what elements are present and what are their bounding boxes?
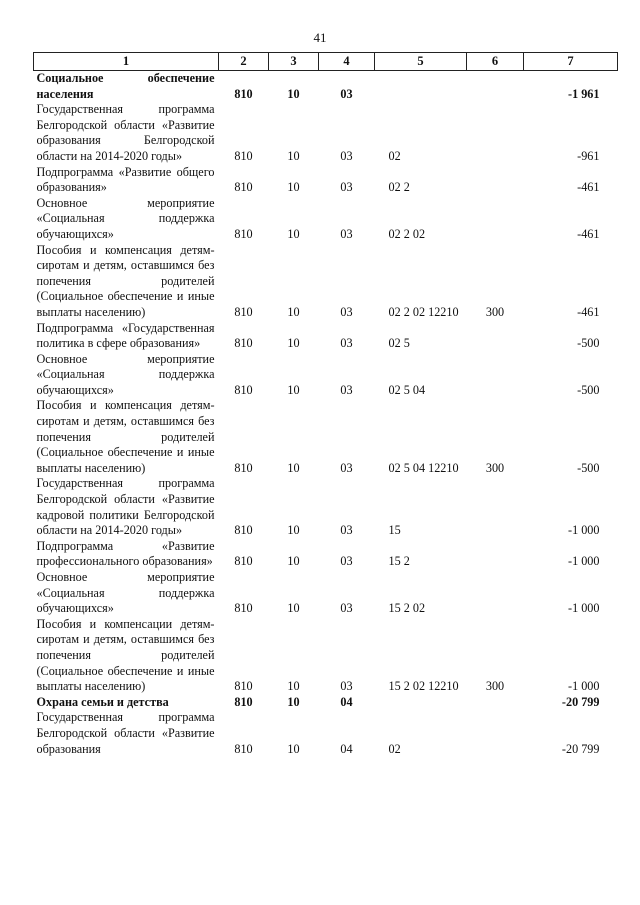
row-subsection: 03 [340, 460, 353, 475]
header-col-1: 1 [34, 53, 219, 71]
row-chapter: 810 [234, 382, 253, 397]
table-row [34, 398, 618, 476]
row-expense-type [467, 570, 524, 617]
row-expense-type [467, 321, 524, 352]
row-chapter: 810 [234, 523, 253, 538]
row-chapter: 810 [234, 460, 253, 475]
row-name: Государственная программа Белгородской области «Развитие образования Белгородской области на 2014-2020 годы» [36, 102, 215, 163]
header-row [34, 53, 618, 71]
row-section: 10 [287, 694, 300, 709]
row-name: Подпрограмма «Государственная политика в сфере образования» [36, 320, 215, 351]
row-subsection: 03 [340, 86, 353, 101]
row-target-article: 02 5 04 12210 [388, 460, 459, 475]
row-chapter: 810 [234, 148, 253, 163]
header-col-3: 3 [269, 53, 319, 71]
row-target-article: 02 2 [388, 180, 410, 195]
row-section: 10 [287, 148, 300, 163]
row-amount: -500 [577, 382, 600, 397]
row-name: Основное мероприятие «Социальная поддержка обучающихся» [36, 351, 215, 397]
row-subsection: 03 [340, 382, 353, 397]
row-expense-type [467, 196, 524, 243]
row-section: 10 [287, 226, 300, 241]
row-name: Пособия и компенсация детям-сиротам и детям, оставшимся без попечения родителей (Социальное обеспечение и иные выплаты населению) [36, 398, 215, 475]
table-row [34, 476, 618, 538]
row-amount: -461 [577, 304, 600, 319]
row-name: Подпрограмма «Развитие общего образования» [36, 164, 215, 195]
row-subsection: 03 [340, 180, 353, 195]
row-chapter: 810 [234, 554, 253, 569]
row-expense-type [467, 539, 524, 570]
row-amount: -961 [577, 148, 600, 163]
row-target-article: 15 [388, 523, 401, 538]
table-row [34, 352, 618, 399]
row-subsection: 03 [340, 523, 353, 538]
row-section: 10 [287, 554, 300, 569]
row-amount: -20 799 [561, 741, 600, 756]
row-expense-type [467, 710, 524, 757]
row-section: 10 [287, 382, 300, 397]
row-chapter: 810 [234, 226, 253, 241]
table-row [34, 695, 618, 711]
header-col-7: 7 [524, 53, 618, 71]
row-target-article: 15 2 [388, 554, 410, 569]
row-amount: -500 [577, 336, 600, 351]
row-section: 10 [287, 460, 300, 475]
row-subsection: 03 [340, 679, 353, 694]
table-row [34, 102, 618, 164]
row-amount: -1 000 [568, 679, 600, 694]
row-amount: -1 000 [568, 523, 600, 538]
row-amount: -1 961 [568, 86, 600, 101]
row-target-article: 02 [388, 148, 401, 163]
header-col-6: 6 [467, 53, 524, 71]
row-expense-type [467, 71, 524, 103]
row-name: Охрана семьи и детства [36, 694, 169, 709]
row-chapter: 810 [234, 601, 253, 616]
row-expense-type [467, 695, 524, 711]
row-chapter: 810 [234, 694, 253, 709]
row-expense-type: 300 [485, 679, 505, 694]
row-amount: -1 000 [568, 601, 600, 616]
row-subsection: 04 [340, 741, 353, 756]
row-name: Государственная программа Белгородской области «Развитие образования [36, 710, 215, 756]
row-expense-type [467, 102, 524, 164]
row-subsection: 03 [340, 304, 353, 319]
row-chapter: 810 [234, 741, 253, 756]
table-row [34, 71, 618, 103]
row-target-article: 02 5 04 [388, 382, 426, 397]
table-row [34, 539, 618, 570]
row-section: 10 [287, 304, 300, 319]
row-chapter: 810 [234, 180, 253, 195]
row-target-article [375, 695, 467, 711]
row-section: 10 [287, 679, 300, 694]
row-target-article: 02 5 [388, 336, 410, 351]
budget-table [33, 52, 618, 757]
row-chapter: 810 [234, 336, 253, 351]
row-amount: -20 799 [561, 694, 600, 709]
row-amount: -461 [577, 226, 600, 241]
row-target-article: 15 2 02 12210 [388, 679, 459, 694]
row-section: 10 [287, 601, 300, 616]
row-expense-type [467, 165, 524, 196]
row-expense-type: 300 [485, 460, 505, 475]
row-name: Основное мероприятие «Социальная поддержка обучающихся» [36, 195, 215, 241]
row-expense-type: 300 [485, 304, 505, 319]
table-row [34, 196, 618, 243]
header-col-5: 5 [375, 53, 467, 71]
row-chapter: 810 [234, 304, 253, 319]
row-amount: -500 [577, 460, 600, 475]
row-expense-type [467, 476, 524, 538]
row-section: 10 [287, 180, 300, 195]
row-subsection: 03 [340, 336, 353, 351]
row-chapter: 810 [234, 679, 253, 694]
row-name: Пособия и компенсация детям-сиротам и детям, оставшимся без попечения родителей (Социальное обеспечение и иные выплаты населению) [36, 242, 215, 319]
row-section: 10 [287, 86, 300, 101]
row-expense-type [467, 352, 524, 399]
row-name: Социальное обеспечение населения [36, 71, 215, 101]
row-section: 10 [287, 523, 300, 538]
row-subsection: 03 [340, 148, 353, 163]
table-row [34, 710, 618, 757]
table-row [34, 617, 618, 695]
row-target-article [375, 71, 467, 103]
row-amount: -461 [577, 180, 600, 195]
table-row [34, 570, 618, 617]
header-col-2: 2 [219, 53, 269, 71]
row-target-article: 15 2 02 [388, 601, 426, 616]
row-target-article: 02 2 02 12210 [388, 304, 459, 319]
page-number: 41 [313, 30, 327, 45]
table-row [34, 165, 618, 196]
row-target-article: 02 2 02 [388, 226, 426, 241]
table-row [34, 321, 618, 352]
row-section: 10 [287, 336, 300, 351]
row-target-article: 02 [388, 741, 401, 756]
row-name: Подпрограмма «Развитие профессионального образования» [36, 538, 215, 569]
header-col-4: 4 [319, 53, 375, 71]
table-body [34, 71, 618, 758]
table-row [34, 243, 618, 321]
row-subsection: 04 [340, 694, 353, 709]
row-name: Государственная программа Белгородской области «Развитие кадровой политики Белгородской области на 2014-2020 годы» [36, 476, 215, 538]
row-subsection: 03 [340, 601, 353, 616]
row-amount: -1 000 [568, 554, 600, 569]
row-section: 10 [287, 741, 300, 756]
row-chapter: 810 [234, 86, 253, 101]
row-name: Пособия и компенсации детям-сиротам и детям, оставшимся без попечения родителей (Социальное обеспечение и иные выплаты населению) [36, 616, 215, 694]
row-subsection: 03 [340, 226, 353, 241]
row-subsection: 03 [340, 554, 353, 569]
row-name: Основное мероприятие «Социальная поддержка обучающихся» [36, 570, 215, 616]
